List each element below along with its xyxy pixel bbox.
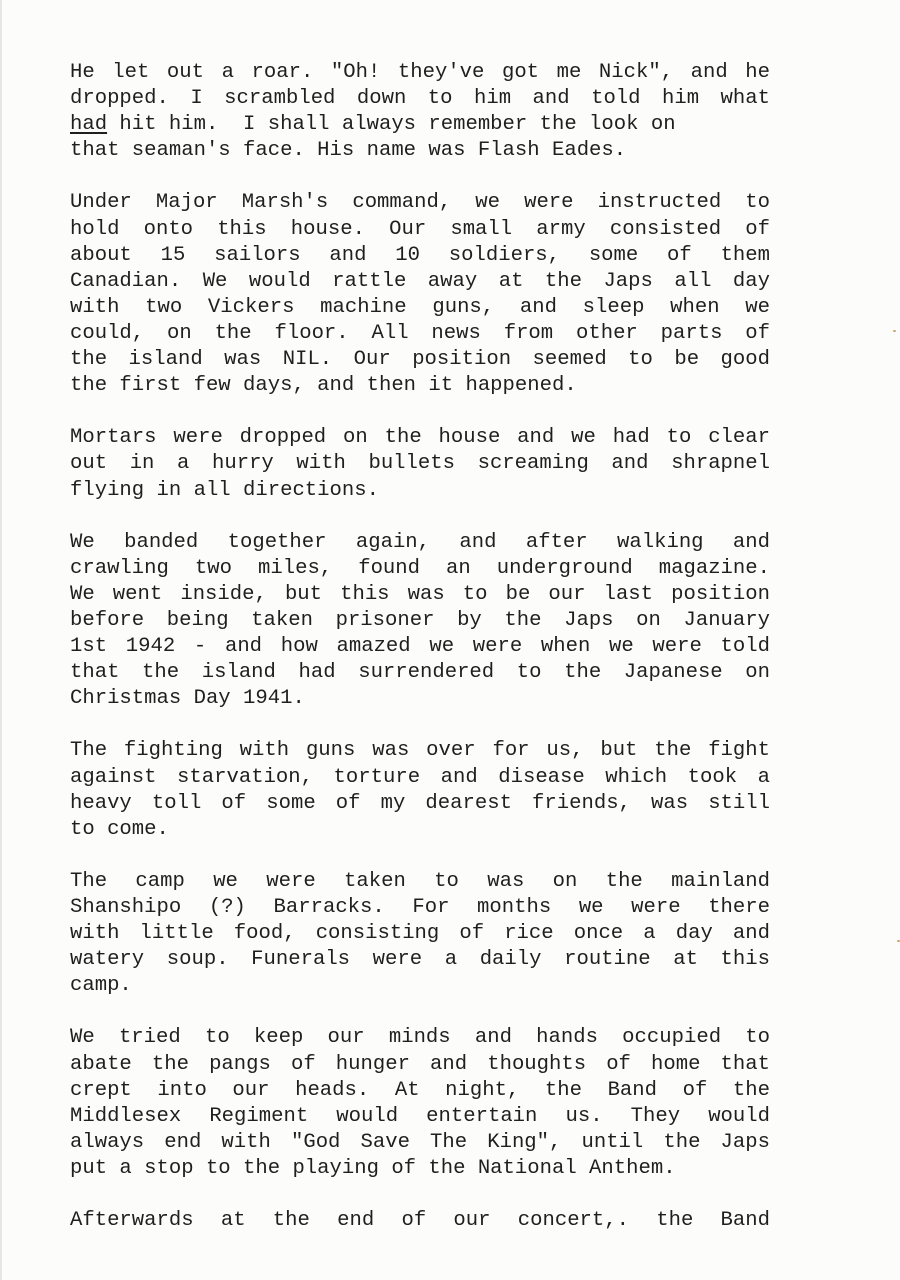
text-line: The camp we were taken to was on the mainland [70, 869, 770, 893]
paragraph [70, 60, 770, 164]
paragraph [70, 1025, 770, 1182]
text-line: heavy toll of some of my dearest friends, was still [70, 791, 770, 815]
text-line: to come. [70, 817, 169, 841]
text-line: the first few days, and then it happened. [70, 374, 577, 398]
paragraph [70, 1208, 770, 1234]
text-line [70, 112, 770, 138]
text-line: Shanshipo (?) Barracks. For months we were there [70, 896, 770, 919]
text-line: Canadian. We would rattle away at the Japs all day [70, 269, 770, 293]
text-line: We banded together again, and after walking and [70, 530, 770, 554]
text-line: dropped. I scrambled down to him and told him what [70, 87, 770, 111]
text-line: Afterwards at the end of our concert,. the Band [70, 1209, 770, 1233]
text-line: with little food, consisting of rice once a day and [70, 922, 770, 946]
text-line: flying in all directions. [70, 478, 379, 502]
text-line: crawling two miles, found an underground magazine. [70, 556, 770, 580]
text-line: before being taken prisoner by the Japs on January [70, 608, 770, 632]
text-line: always end with "God Save The King", until the Japs [70, 1130, 770, 1154]
text-line: could, on the floor. All news from other parts of [70, 321, 770, 345]
text-line: He let out a roar. "Oh! they've got me Nick", and he [70, 61, 770, 84]
text-line: Under Major Marsh's command, we were instructed to [70, 191, 770, 215]
underlined-word: had [70, 113, 108, 137]
page-left-edge [0, 0, 2, 1280]
text-line: that seaman's face. His name was Flash Eades. [70, 139, 627, 163]
paper-speck [893, 330, 896, 332]
text-line: against starvation, torture and disease which took a [70, 765, 770, 789]
text-line: put a stop to the playing of the National Anthem. [70, 1156, 676, 1180]
text-line: The fighting with guns was over for us, but the fight [70, 739, 770, 763]
text-line: the island was NIL. Our position seemed to be good [70, 348, 770, 372]
text-line: We went inside, but this was to be our last position [70, 582, 770, 606]
paragraph [70, 738, 770, 842]
text-line: hold onto this house. Our small army consisted of [70, 217, 770, 241]
text-line: Middlesex Regiment would entertain us. They would [70, 1104, 770, 1128]
text-segment: hit him. I shall always remember the look on [107, 113, 676, 137]
text-line: out in a hurry with bullets screaming and shrapnel [70, 452, 770, 476]
text-line: crept into our heads. At night, the Band of the [70, 1078, 770, 1102]
text-line: We tried to keep our minds and hands occupied to [70, 1026, 770, 1050]
text-line: 1st 1942 - and how amazed we were when we were told [70, 635, 770, 659]
text-line: Christmas Day 1941. [70, 687, 305, 711]
text-line: abate the pangs of hunger and thoughts of home that [70, 1052, 770, 1076]
paragraph [70, 869, 770, 999]
text-line: watery soup. Funerals were a daily routine at this [70, 948, 770, 972]
text-line: camp. [70, 974, 132, 998]
paragraph [70, 425, 770, 503]
text-line: with two Vickers machine guns, and sleep when we [70, 295, 770, 319]
text-line: Mortars were dropped on the house and we had to clear [70, 426, 770, 450]
text-line: about 15 sailors and 10 soldiers, some of them [70, 243, 770, 267]
text-line: that the island had surrendered to the Japanese on [70, 661, 770, 685]
memoir-text [70, 60, 770, 1260]
paragraph [70, 530, 770, 713]
paragraph [70, 190, 770, 399]
